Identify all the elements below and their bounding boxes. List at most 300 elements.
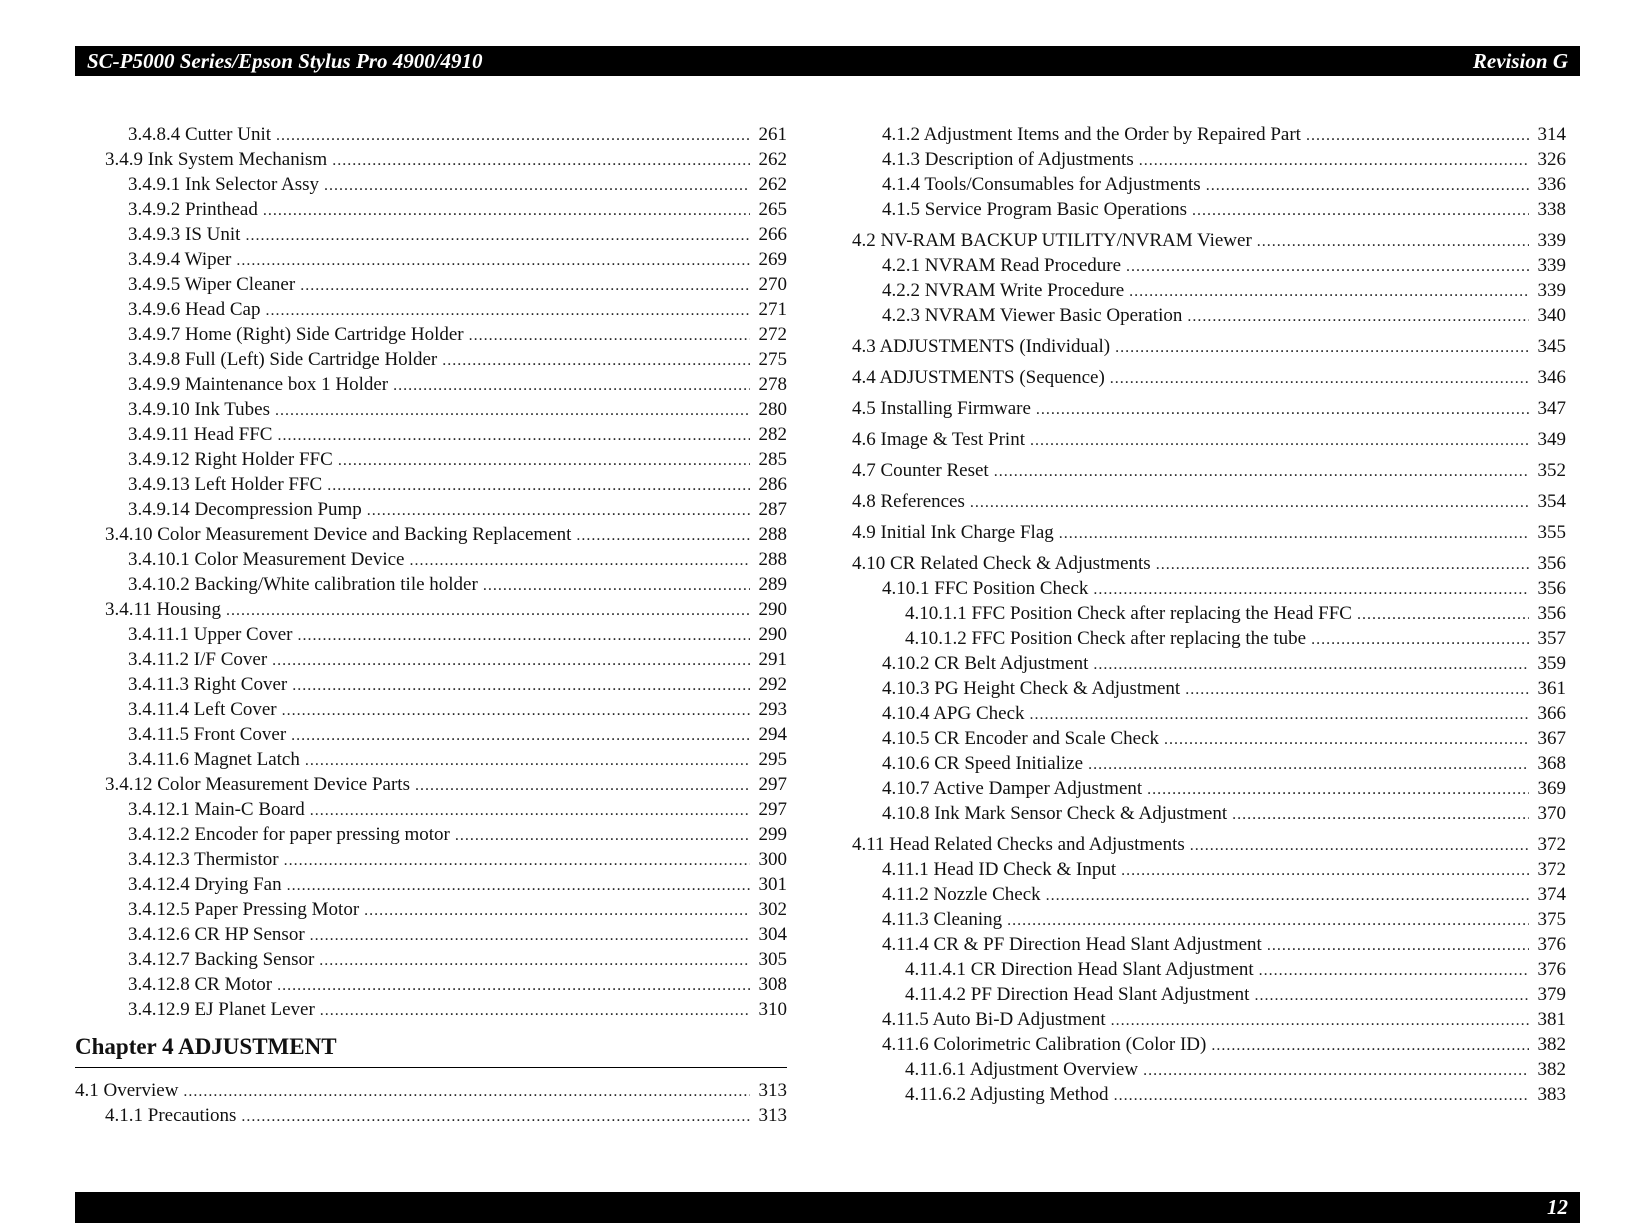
toc-entry[interactable] [852,626,1566,651]
dot-leader [183,1079,750,1104]
dot-leader [265,298,750,323]
toc-list-chapter-4-start [75,1078,787,1128]
toc-entry[interactable] [75,172,787,197]
toc-entry-title: 3.4.12.3 Thermistor [128,849,279,870]
toc-entry-page: 379 [1537,984,1566,1005]
toc-entry-page: 339 [1537,280,1566,301]
toc-entry[interactable] [75,272,787,297]
toc-entry-page: 356 [1537,553,1566,574]
dot-leader [576,523,750,548]
toc-entry-page: 349 [1537,429,1566,450]
toc-entry-title: 4.11.6.1 Adjustment Overview [905,1059,1139,1080]
toc-entry-title: 3.4.11.1 Upper Cover [128,624,293,645]
dot-leader [1036,397,1529,422]
toc-entry[interactable] [852,857,1566,882]
toc-list-section-3 [75,122,787,1022]
toc-entry-page: 291 [758,649,787,670]
toc-entry-page: 382 [1537,1034,1566,1055]
toc-entry[interactable] [75,847,787,872]
toc-entry-title: 4.10.4 APG Check [882,703,1025,724]
dot-leader [241,1104,750,1129]
toc-entry[interactable] [75,722,787,747]
dot-leader [292,673,750,698]
dot-leader [1192,198,1529,223]
toc-entry-title: 4.11.4 CR & PF Direction Head Slant Adjustment [882,934,1262,955]
toc-entry-title: 3.4.9.11 Head FFC [128,424,273,445]
toc-entry[interactable] [75,597,787,622]
dot-leader [1211,1033,1529,1058]
toc-entry[interactable] [852,278,1566,303]
toc-entry-title: 3.4.12.5 Paper Pressing Motor [128,899,360,920]
toc-entry[interactable] [75,372,787,397]
toc-entry[interactable] [75,872,787,897]
dot-leader [327,473,750,498]
dot-leader [1147,777,1529,802]
toc-entry-title: 3.4.9.3 IS Unit [128,224,241,245]
toc-entry-page: 297 [758,799,787,820]
toc-entry-title: 4.11.1 Head ID Check & Input [882,859,1117,880]
toc-entry-page: 290 [758,624,787,645]
toc-entry-page: 376 [1537,934,1566,955]
dot-leader [1206,173,1529,198]
toc-entry[interactable] [852,1032,1566,1057]
dot-leader [367,498,750,523]
toc-entry[interactable] [852,147,1566,172]
toc-entry[interactable] [852,982,1566,1007]
toc-entry[interactable] [75,797,787,822]
dot-leader [332,148,750,173]
toc-entry-title: 3.4.9.2 Printhead [128,199,258,220]
dot-leader [1357,602,1529,627]
toc-entry-title: 4.8 References [852,491,965,512]
dot-leader [455,823,750,848]
toc-entry-title: 3.4.9.1 Ink Selector Assy [128,174,320,195]
dot-leader [1093,577,1529,602]
toc-entry[interactable] [852,172,1566,197]
toc-entry-page: 369 [1537,778,1566,799]
dot-leader [1254,983,1529,1008]
toc-entry[interactable] [75,922,787,947]
dot-leader [1156,552,1529,577]
toc-entry-title: 4.7 Counter Reset [852,460,989,481]
dot-leader [277,973,750,998]
toc-entry-title: 3.4.12.2 Encoder for paper pressing motor [128,824,450,845]
toc-entry-title: 3.4.9.12 Right Holder FFC [128,449,333,470]
toc-entry-title: 3.4.9.7 Home (Right) Side Cartridge Holder [128,324,464,345]
toc-entry[interactable] [75,947,787,972]
dot-leader [297,623,750,648]
toc-entry-page: 297 [758,774,787,795]
toc-entry-title: 3.4.9 Ink System Mechanism [105,149,328,170]
toc-entry[interactable] [852,701,1566,726]
toc-entry-title: 4.2 NV-RAM BACKUP UTILITY/NVRAM Viewer [852,230,1252,251]
toc-entry[interactable] [75,422,787,447]
toc-entry-title: 4.1 Overview [75,1080,179,1101]
toc-entry[interactable] [75,397,787,422]
toc-entry[interactable] [852,676,1566,701]
toc-entry-title: 4.10.1 FFC Position Check [882,578,1089,599]
dot-leader [1267,933,1529,958]
toc-left-column [75,122,787,1128]
toc-entry-title: 4.10.2 CR Belt Adjustment [882,653,1089,674]
dot-leader [226,598,750,623]
toc-entry[interactable] [852,253,1566,278]
toc-entry[interactable] [852,882,1566,907]
toc-entry-page: 302 [758,899,787,920]
toc-entry-title: 3.4.9.6 Head Cap [128,299,261,320]
toc-entry-page: 295 [758,749,787,770]
dot-leader [1110,366,1529,391]
dot-leader [1185,677,1529,702]
dot-leader [1088,752,1529,777]
toc-entry[interactable] [852,576,1566,601]
dot-leader [1115,335,1529,360]
toc-list-chapter-4 [852,122,1566,1107]
toc-entry-page: 383 [1537,1084,1566,1105]
dot-leader [338,448,750,473]
toc-entry[interactable] [852,458,1566,483]
toc-entry-title: 4.6 Image & Test Print [852,429,1025,450]
toc-entry-page: 294 [758,724,787,745]
toc-entry[interactable] [852,907,1566,932]
dot-leader [324,173,750,198]
toc-entry-page: 354 [1537,491,1566,512]
toc-entry[interactable] [75,197,787,222]
toc-entry[interactable] [75,697,787,722]
toc-entry[interactable] [852,365,1566,390]
toc-entry-title: 4.11.4.2 PF Direction Head Slant Adjustment [905,984,1250,1005]
toc-entry[interactable] [852,801,1566,826]
toc-entry-title: 4.11 Head Related Checks and Adjustments [852,834,1185,855]
toc-entry-title: 3.4.12.6 CR HP Sensor [128,924,305,945]
dot-leader [1030,428,1529,453]
toc-entry-page: 300 [758,849,787,870]
toc-entry[interactable] [852,832,1566,857]
toc-entry-page: 262 [758,174,787,195]
toc-entry-title: 3.4.11 Housing [105,599,221,620]
dot-leader [1129,279,1529,304]
toc-entry-page: 293 [758,699,787,720]
toc-entry-page: 282 [758,424,787,445]
toc-entry-title: 3.4.12.8 CR Motor [128,974,273,995]
toc-entry-title: 3.4.11.4 Left Cover [128,699,277,720]
toc-entry-page: 339 [1537,230,1566,251]
toc-entry-page: 305 [758,949,787,970]
dot-leader [245,223,750,248]
toc-entry-page: 372 [1537,859,1566,880]
toc-entry-title: 4.9 Initial Ink Charge Flag [852,522,1054,543]
toc-entry-title: 4.10.3 PG Height Check & Adjustment [882,678,1181,699]
chapter-heading: Chapter 4 ADJUSTMENT [75,1032,787,1068]
toc-entry-page: 266 [758,224,787,245]
toc-entry-title: 4.10.8 Ink Mark Sensor Check & Adjustment [882,803,1228,824]
dot-leader [287,873,750,898]
toc-entry[interactable] [852,726,1566,751]
toc-entry-title: 4.3 ADJUSTMENTS (Individual) [852,336,1111,357]
toc-entry-title: 4.1.1 Precautions [105,1105,237,1126]
dot-leader [1143,1058,1529,1083]
toc-entry-page: 336 [1537,174,1566,195]
toc-entry-page: 368 [1537,753,1566,774]
toc-entry-page: 271 [758,299,787,320]
dot-leader [1187,304,1529,329]
toc-entry[interactable] [75,222,787,247]
toc-entry-page: 374 [1537,884,1566,905]
toc-entry-page: 270 [758,274,787,295]
toc-entry[interactable] [852,489,1566,514]
toc-entry[interactable] [852,520,1566,545]
toc-entry-page: 262 [758,149,787,170]
toc-entry-page: 278 [758,374,787,395]
dot-leader [1232,802,1529,827]
dot-leader [1121,858,1529,883]
toc-entry-title: 4.1.4 Tools/Consumables for Adjustments [882,174,1201,195]
dot-leader [1059,521,1529,546]
toc-entry[interactable] [75,297,787,322]
page-footer [75,1192,1580,1223]
toc-entry-page: 288 [758,549,787,570]
toc-entry-page: 359 [1537,653,1566,674]
dot-leader [320,998,750,1023]
toc-entry-title: 3.4.11.5 Front Cover [128,724,287,745]
toc-entry[interactable] [75,1103,787,1128]
toc-entry[interactable] [75,772,787,797]
toc-entry[interactable] [852,601,1566,626]
toc-entry[interactable] [75,497,787,522]
dot-leader [284,848,750,873]
dot-leader [483,573,750,598]
dot-leader [282,698,750,723]
toc-entry[interactable] [852,932,1566,957]
toc-entry-page: 265 [758,199,787,220]
dot-leader [1306,123,1529,148]
toc-entry-page: 308 [758,974,787,995]
toc-entry-page: 290 [758,599,787,620]
toc-right-column [852,122,1566,1107]
toc-entry-title: 4.1.5 Service Program Basic Operations [882,199,1187,220]
dot-leader [409,548,750,573]
toc-entry-title: 3.4.10.1 Color Measurement Device [128,549,405,570]
toc-entry[interactable] [75,897,787,922]
toc-entry-title: 4.1.2 Adjustment Items and the Order by Repaired Part [882,124,1301,145]
dot-leader [276,123,750,148]
toc-entry-page: 340 [1537,305,1566,326]
toc-entry-page: 366 [1537,703,1566,724]
toc-entry[interactable] [852,303,1566,328]
dot-leader [1046,883,1529,908]
dot-leader [1311,627,1529,652]
toc-entry-page: 287 [758,499,787,520]
dot-leader [319,948,750,973]
toc-entry-page: 310 [758,999,787,1020]
toc-entry[interactable] [75,122,787,147]
toc-entry-title: 3.4.11.6 Magnet Latch [128,749,300,770]
toc-entry[interactable] [75,822,787,847]
toc-entry-title: 3.4.9.5 Wiper Cleaner [128,274,296,295]
dot-leader [277,423,750,448]
toc-entry[interactable] [75,622,787,647]
document-title: SC-P5000 Series/Epson Stylus Pro 4900/4910 [87,48,483,73]
toc-entry-title: 3.4.12.4 Drying Fan [128,874,282,895]
toc-entry[interactable] [75,547,787,572]
toc-entry-title: 4.10.6 CR Speed Initialize [882,753,1084,774]
dot-leader [300,273,750,298]
toc-entry-page: 367 [1537,728,1566,749]
toc-entry[interactable] [852,1007,1566,1032]
toc-entry[interactable] [75,347,787,372]
dot-leader [1126,254,1529,279]
toc-entry-title: 3.4.12.9 EJ Planet Lever [128,999,315,1020]
toc-entry-page: 357 [1537,628,1566,649]
toc-entry-page: 356 [1537,603,1566,624]
toc-entry-page: 313 [758,1080,787,1101]
dot-leader [1093,652,1529,677]
toc-entry[interactable] [852,751,1566,776]
dot-leader [310,923,750,948]
toc-entry-page: 289 [758,574,787,595]
toc-entry-title: 4.10.7 Active Damper Adjustment [882,778,1143,799]
toc-entry-title: 4.10.1.1 FFC Position Check after replacing the Head FFC [905,603,1352,624]
toc-entry[interactable] [852,1082,1566,1107]
toc-entry-page: 347 [1537,398,1566,419]
toc-entry-page: 381 [1537,1009,1566,1030]
toc-entry-title: 3.4.11.3 Right Cover [128,674,288,695]
toc-entry-title: 3.4.12.1 Main-C Board [128,799,305,820]
dot-leader [469,323,750,348]
toc-entry-page: 370 [1537,803,1566,824]
dot-leader [263,198,750,223]
toc-entry[interactable] [75,1078,787,1103]
dot-leader [305,748,750,773]
toc-entry-page: 338 [1537,199,1566,220]
toc-entry-page: 339 [1537,255,1566,276]
toc-entry-page: 326 [1537,149,1566,170]
dot-leader [236,248,750,273]
dot-leader [1114,1083,1529,1108]
toc-entry[interactable] [852,427,1566,452]
dot-leader [1259,958,1529,983]
toc-entry-title: 4.2.1 NVRAM Read Procedure [882,255,1122,276]
toc-entry-title: 3.4.9.10 Ink Tubes [128,399,270,420]
toc-entry-title: 4.11.2 Nozzle Check [882,884,1041,905]
toc-entry-title: 3.4.8.4 Cutter Unit [128,124,272,145]
toc-entry[interactable] [852,776,1566,801]
toc-entry[interactable] [852,228,1566,253]
toc-entry[interactable] [852,197,1566,222]
toc-entry-page: 376 [1537,959,1566,980]
toc-entry-title: 3.4.11.2 I/F Cover [128,649,268,670]
toc-entry-title: 4.10.1.2 FFC Position Check after replacing the tube [905,628,1307,649]
toc-entry[interactable] [852,651,1566,676]
dot-leader [275,398,750,423]
toc-entry-page: 301 [758,874,787,895]
toc-entry[interactable] [852,1057,1566,1082]
toc-entry[interactable] [75,147,787,172]
toc-entry-page: 299 [758,824,787,845]
dot-leader [364,898,750,923]
toc-entry-title: 4.10 CR Related Check & Adjustments [852,553,1151,574]
dot-leader [310,798,750,823]
toc-entry-page: 352 [1537,460,1566,481]
dot-leader [1111,1008,1529,1033]
dot-leader [1139,148,1529,173]
page-header [75,46,1580,76]
toc-entry[interactable] [75,572,787,597]
toc-entry-page: 314 [1537,124,1566,145]
toc-entry-page: 313 [758,1105,787,1126]
toc-entry[interactable] [75,522,787,547]
toc-entry-page: 382 [1537,1059,1566,1080]
toc-entry[interactable] [75,322,787,347]
toc-entry-title: 4.2.2 NVRAM Write Procedure [882,280,1125,301]
toc-entry-title: 4.5 Installing Firmware [852,398,1031,419]
toc-entry-page: 361 [1537,678,1566,699]
toc-entry-page: 355 [1537,522,1566,543]
toc-entry-title: 4.11.5 Auto Bi-D Adjustment [882,1009,1106,1030]
revision-label: Revision G [1472,48,1568,73]
toc-entry[interactable] [75,447,787,472]
toc-entry-page: 345 [1537,336,1566,357]
toc-entry[interactable] [852,551,1566,576]
dot-leader [970,490,1529,515]
dot-leader [272,648,750,673]
dot-leader [1257,229,1529,254]
dot-leader [994,459,1529,484]
toc-entry-page: 304 [758,924,787,945]
toc-entry-page: 269 [758,249,787,270]
toc-entry[interactable] [75,472,787,497]
toc-entry-page: 286 [758,474,787,495]
toc-entry[interactable] [75,997,787,1022]
toc-entry-page: 280 [758,399,787,420]
toc-entry-title: 3.4.9.9 Maintenance box 1 Holder [128,374,389,395]
toc-entry-title: 3.4.9.4 Wiper [128,249,232,270]
page-number: 12 [1547,1195,1568,1219]
toc-entry[interactable] [852,957,1566,982]
toc-entry-title: 4.4 ADJUSTMENTS (Sequence) [852,367,1105,388]
dot-leader [1190,833,1529,858]
toc-entry-page: 272 [758,324,787,345]
dot-leader [1164,727,1529,752]
toc-entry-page: 285 [758,449,787,470]
toc-entry-page: 275 [758,349,787,370]
toc-entry-page: 375 [1537,909,1566,930]
toc-entry-title: 3.4.10 Color Measurement Device and Backing Replacement [105,524,572,545]
toc-entry-page: 346 [1537,367,1566,388]
toc-entry-title: 3.4.10.2 Backing/White calibration tile holder [128,574,478,595]
toc-entry-title: 3.4.12.7 Backing Sensor [128,949,315,970]
dot-leader [415,773,750,798]
toc-entry[interactable] [852,122,1566,147]
toc-entry[interactable] [75,247,787,272]
toc-entry-title: 4.11.6.2 Adjusting Method [905,1084,1109,1105]
toc-entry[interactable] [75,747,787,772]
toc-entry-title: 4.11.4.1 CR Direction Head Slant Adjustment [905,959,1254,980]
toc-entry-title: 4.10.5 CR Encoder and Scale Check [882,728,1160,749]
toc-entry[interactable] [75,647,787,672]
toc-entry-title: 4.1.3 Description of Adjustments [882,149,1134,170]
toc-entry-title: 3.4.12 Color Measurement Device Parts [105,774,410,795]
toc-entry[interactable] [75,672,787,697]
toc-entry-title: 3.4.9.13 Left Holder FFC [128,474,323,495]
toc-entry[interactable] [75,972,787,997]
toc-entry[interactable] [852,334,1566,359]
toc-entry-page: 372 [1537,834,1566,855]
dot-leader [291,723,750,748]
toc-entry-page: 261 [758,124,787,145]
toc-entry[interactable] [852,396,1566,421]
toc-entry-title: 4.11.6 Colorimetric Calibration (Color ID) [882,1034,1207,1055]
